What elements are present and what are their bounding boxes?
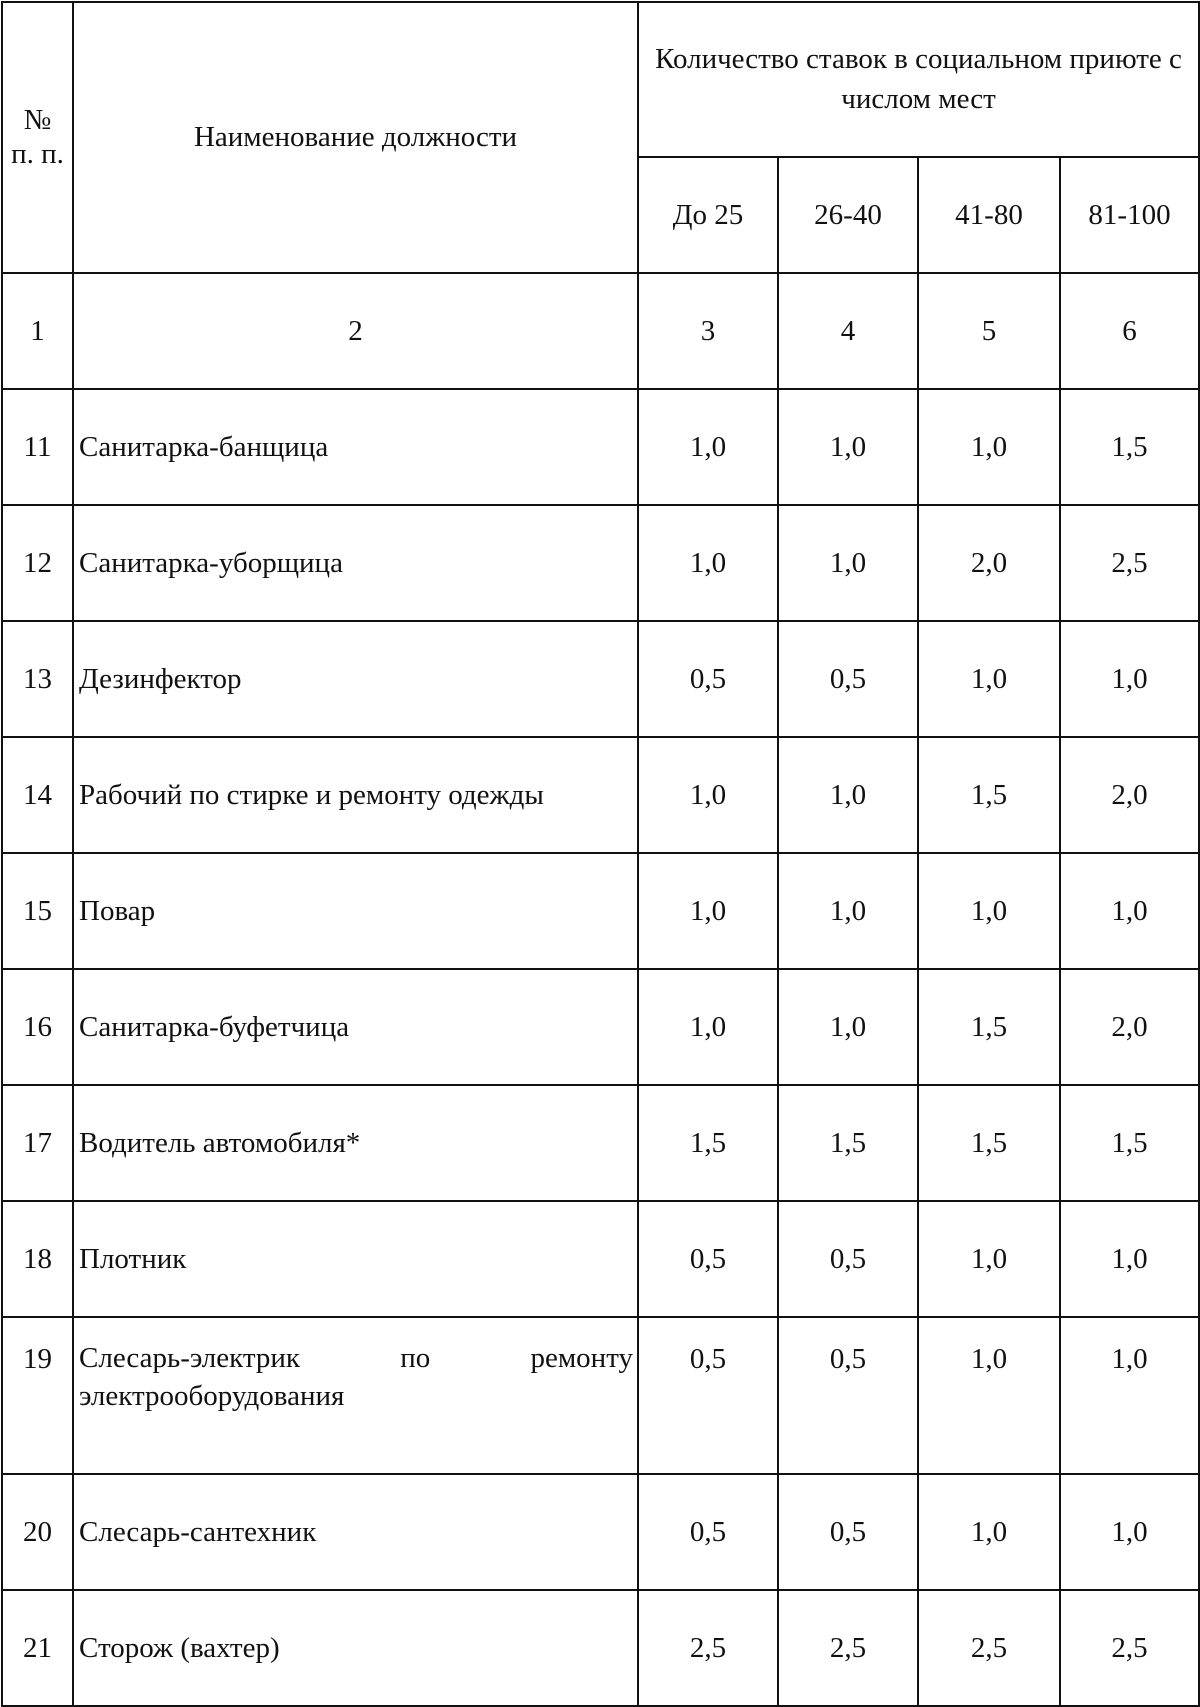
rate-cell: 1,0 [778, 737, 918, 853]
rate-cell: 0,5 [638, 621, 778, 737]
table-row [2, 737, 1199, 853]
position-name: Слесарь-сантехник [73, 1474, 638, 1590]
rate-cell: 1,0 [638, 969, 778, 1085]
rate-cell: 1,5 [1060, 389, 1199, 505]
position-name: Повар [73, 853, 638, 969]
rate-cell: 1,0 [638, 737, 778, 853]
rate-cell: 1,5 [918, 737, 1060, 853]
row-number: 18 [2, 1201, 73, 1317]
header-number [2, 2, 73, 273]
rate-cell: 0,5 [638, 1201, 778, 1317]
rate-cell: 1,0 [1060, 621, 1199, 737]
column-index-cell: 6 [1060, 273, 1199, 389]
rate-cell: 1,0 [918, 853, 1060, 969]
rate-cell: 0,5 [778, 1317, 918, 1474]
position-name: Санитарка-уборщица [73, 505, 638, 621]
position-name: Слесарь-электрик по ремонту электрооборудования [73, 1317, 638, 1474]
rate-cell: 1,0 [778, 853, 918, 969]
rate-cell: 1,0 [918, 621, 1060, 737]
header-col-upto-25: До 25 [638, 157, 778, 273]
rate-cell: 2,0 [1060, 737, 1199, 853]
rate-cell: 1,5 [918, 1085, 1060, 1201]
rate-cell: 0,5 [778, 621, 918, 737]
column-index-cell: 3 [638, 273, 778, 389]
position-name: Водитель автомобиля* [73, 1085, 638, 1201]
rate-cell: 1,0 [638, 505, 778, 621]
position-name: Санитарка-банщица [73, 389, 638, 505]
position-name: Санитарка-буфетчица [73, 969, 638, 1085]
rate-cell: 1,0 [778, 969, 918, 1085]
table-row [2, 853, 1199, 969]
column-index-row [2, 273, 1199, 389]
rate-cell: 1,0 [918, 1317, 1060, 1474]
rate-cell: 1,5 [1060, 1085, 1199, 1201]
position-name: Дезинфектор [73, 621, 638, 737]
row-number: 16 [2, 969, 73, 1085]
rate-cell: 0,5 [778, 1201, 918, 1317]
table-row [2, 389, 1199, 505]
rate-cell: 0,5 [638, 1317, 778, 1474]
rate-cell: 2,0 [918, 505, 1060, 621]
rate-cell: 0,5 [778, 1474, 918, 1590]
row-number: 19 [2, 1317, 73, 1474]
table-row [2, 1085, 1199, 1201]
column-index-cell: 1 [2, 273, 73, 389]
row-number: 21 [2, 1590, 73, 1706]
rate-cell: 1,0 [778, 389, 918, 505]
rate-cell: 1,5 [638, 1085, 778, 1201]
table-row [2, 1590, 1199, 1706]
position-name: Плотник [73, 1201, 638, 1317]
rate-cell: 1,5 [778, 1085, 918, 1201]
position-name: Рабочий по стирке и ремонту одежды [73, 737, 638, 853]
header-rate-group: Количество ставок в социальном приюте с числом мест [638, 2, 1199, 157]
row-number: 14 [2, 737, 73, 853]
rate-cell: 1,0 [778, 505, 918, 621]
position-name: Сторож (вахтер) [73, 1590, 638, 1706]
row-number: 12 [2, 505, 73, 621]
row-number: 11 [2, 389, 73, 505]
row-number: 13 [2, 621, 73, 737]
table-row [2, 1474, 1199, 1590]
rate-cell: 1,0 [918, 389, 1060, 505]
rate-cell: 2,5 [918, 1590, 1060, 1706]
table-row [2, 621, 1199, 737]
rate-cell: 2,5 [638, 1590, 778, 1706]
header-col-41-80: 41-80 [918, 157, 1060, 273]
rate-cell: 2,5 [1060, 1590, 1199, 1706]
column-index-cell: 5 [918, 273, 1060, 389]
rate-cell: 2,5 [778, 1590, 918, 1706]
table-row [2, 1201, 1199, 1317]
rate-cell: 1,0 [918, 1201, 1060, 1317]
header-row [2, 2, 1199, 157]
rate-cell: 1,0 [638, 853, 778, 969]
header-col-81-100: 81-100 [1060, 157, 1199, 273]
table-row [2, 505, 1199, 621]
header-number-line2: п. п. [11, 137, 64, 170]
staffing-table [1, 1, 1200, 1707]
rate-cell: 1,0 [638, 389, 778, 505]
rate-cell: 1,0 [1060, 853, 1199, 969]
rate-cell: 2,5 [1060, 505, 1199, 621]
row-number: 15 [2, 853, 73, 969]
header-position-name: Наименование должности [73, 2, 638, 273]
rate-cell: 0,5 [638, 1474, 778, 1590]
row-number: 20 [2, 1474, 73, 1590]
row-number: 17 [2, 1085, 73, 1201]
table-row [2, 969, 1199, 1085]
rate-cell: 2,0 [1060, 969, 1199, 1085]
rate-cell: 1,0 [918, 1474, 1060, 1590]
rate-cell: 1,5 [918, 969, 1060, 1085]
column-index-cell: 2 [73, 273, 638, 389]
table-row [2, 1317, 1199, 1474]
column-index-cell: 4 [778, 273, 918, 389]
rate-cell: 1,0 [1060, 1474, 1199, 1590]
header-col-26-40: 26-40 [778, 157, 918, 273]
rate-cell: 1,0 [1060, 1317, 1199, 1474]
header-number-line1: № [23, 104, 52, 137]
rate-cell: 1,0 [1060, 1201, 1199, 1317]
